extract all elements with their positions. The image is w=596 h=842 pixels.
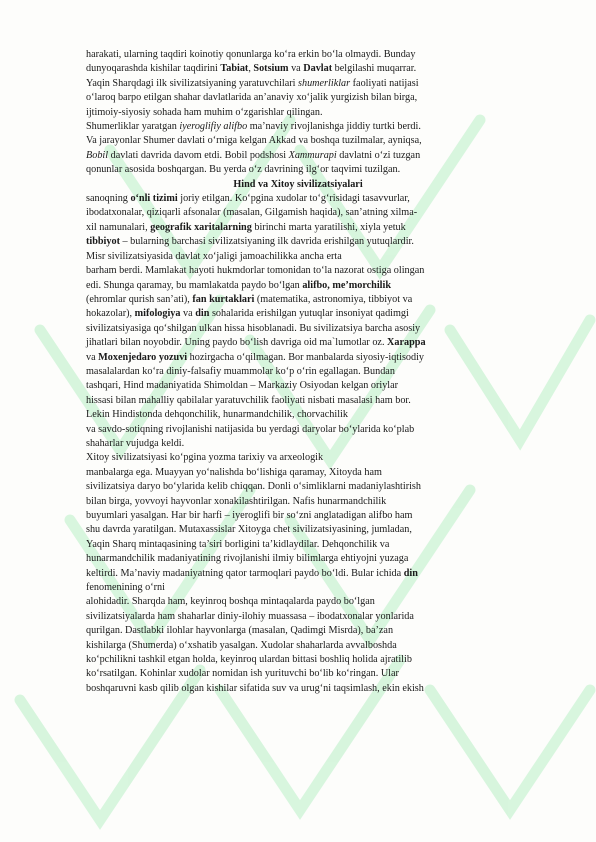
text-line: ibodatxonalar, qiziqarli afsonalar (masalan, Gilgamish haqida), san’atning xilma- xyxy=(86,207,418,219)
text-line: dunyoqarashda kishilar taqdirini Tabiat, Sotsium va Davlat belgilashi muqarrar. xyxy=(86,63,417,75)
text-line: qonunlar asosida boshqargan. Bu yerda o‘z davrining ilg‘or taqvimi tuzilgan. xyxy=(86,164,401,176)
text-line: xil namunalari, geografik xaritalarning birinchi marta yaratilishi, xiyla yetuk xyxy=(86,221,406,233)
text-line: alohidadir. Sharqda ham, keyinroq boshqa mintaqalarda paydo bo‘lgan xyxy=(86,596,375,608)
text-line: sivilizatsiya daryo bo‘ylarida kelib chiqqan. Donli o‘simliklarni madaniylashtirish xyxy=(86,481,421,493)
text-line: ko‘pchilikni tashkil etgan holda, keyinroq ulardan bittasi boshliq holida ajratilib xyxy=(86,654,412,666)
text-line: manbalarga ega. Muayyan yo‘nalishda bo‘lishiga qaramay, Xitoyda ham xyxy=(86,466,382,478)
text-line: keltirdi. Ma’naviy madaniyatning qator tarmoqlari paydo bo‘ldi. Bular ichida din xyxy=(86,567,418,579)
text-line: Xitoy sivilizatsiyasi ko‘pgina yozma tarixiy va arxeologik xyxy=(86,452,324,464)
watermark-mark xyxy=(430,690,590,810)
text-line: hissasi bilan mahalliy qabilalar yaratuvchilik faoliyati nisbati masalasi ham bor. xyxy=(86,394,411,406)
text-line: tashqari, Hind madaniyatida Shimoldan – Markaziy Osiyodan kelgan oriylar xyxy=(86,380,399,392)
text-line: kishilarga (Shumerda) o‘xshatib yasalgan. Xudolar shaharlarda avvalboshda xyxy=(86,639,397,651)
text-line: harakati, ularning taqdiri koinotiy qonunlarga ko‘ra erkin bo‘la olmaydi. Bunday xyxy=(86,49,416,60)
text-line: Yaqin Sharq mintaqasining ta’siri borligini ta’kidlaydilar. Dehqonchilik va xyxy=(86,538,390,550)
text-line: buyumlari yasalgan. Har bir harfi – iyeroglifi bir so‘zni anglatadigan alifbo ham xyxy=(86,510,413,521)
text-line: shu davrda yaratilgan. Mutaxassislar Xitoyga chet sivilizatsiyasining, jumladan, xyxy=(86,524,412,536)
text-line: edi. Shunga qaramay, bu mamlakatda paydo bo‘lgan alifbo, me’morchilik xyxy=(86,279,392,291)
text-line: ijtimoiy-siyosiy sohada ham muhim o‘zgarishlar qilingan. xyxy=(86,106,323,118)
text-line: tibbiyot – bularning barchasi sivilizatsiyaning ilk davrida erishilgan yutuqlardir. xyxy=(86,236,414,248)
text-line: Yaqin Sharqdagi ilk sivilizatsiyaning yaratuvchilari shumerliklar faoliyati natijasi xyxy=(86,77,419,89)
document-page xyxy=(86,48,510,696)
text-line: hokazolar), mifologiya va din sohalarida erishilgan yutuqlar insoniyat qadimgi xyxy=(86,308,409,320)
text-line: sanoqning o‘nli tizimi joriy etilgan. Ko‘pgina xudolar to‘g‘risidagi tasavvurlar, xyxy=(86,193,410,205)
text-line: ko‘rsatilgan. Kohinlar xudolar nomidan ish yurituvchi bo‘lib ko‘ringan. Ular xyxy=(86,668,399,680)
text-line: shaharlar vujudga keldi. xyxy=(86,437,185,449)
text-line: o‘laroq barpo etilgan shahar davlatlarida an’anaviy xo‘jalik yurgizish bilan birga, xyxy=(86,92,418,104)
text-line: (ehromlar qurish san’ati), fan kurtaklari (matematika, astronomiya, tibbiyot va xyxy=(86,293,413,305)
text-line: bilan birga, yovvoyi hayvonlar xonakilashtirilgan. Nafis hunarmandchilik xyxy=(86,495,387,507)
text-line: hunarmandchilik madaniyatining rivojlanishi ilmiy bilimlarga ehtiyojni yuzaga xyxy=(86,553,409,565)
text-line: va Moxenjedaro yozuvi hozirgacha o‘qilmagan. Bor manbalarda siyosiy-iqtisodiy xyxy=(86,351,425,363)
text-line: va savdo-sotiqning rivojlanishi natijasida bu yerdagi daryolar bo‘ylarida ko‘plab xyxy=(86,423,415,435)
text-line: Misr sivilizatsiyasida davlat xo‘jaligi jamoachilikka ancha erta xyxy=(86,250,342,262)
text-line: barham berdi. Mamlakat hayoti hukmdorlar tomonidan to‘la nazorat ostiga olingan xyxy=(86,265,425,277)
text-line: boshqaruvni kasb qilib olgan kishilar sifatida suv va urug‘ni taqsimlash, ekin ekish xyxy=(86,682,424,694)
text-line: Va jarayonlar Shumer davlati o‘rniga kelgan Akkad va boshqa tuzilmalar, ayniqsa, xyxy=(86,135,422,147)
text-line: Bobil davlati davrida davom etdi. Bobil podshosi Xammurapi davlatni o‘zi tuzgan xyxy=(86,149,421,161)
text-line: jihatlari bilan noyobdir. Uning paydo bo‘lish davriga oid ma`lumotlar oz. Xarappa xyxy=(86,337,426,349)
text-line: sivilizatsiyalarda ham shaharlar diniy-ilohiy muassasa – ibodatxonalar yonlarida xyxy=(86,610,414,622)
section-heading: Hind va Xitoy sivilizatsiyalari xyxy=(233,178,363,190)
text-line: sivilizatsiyasiga qo‘shilgan ulkan hissa hisoblanadi. Bu sivilizatsiya barcha asosiy xyxy=(86,322,421,334)
text-line: masalalardan ko‘ra diniy-falsafiy muammolar ko‘p o‘rin egallagan. Bundan xyxy=(86,365,395,377)
text-line: qurilgan. Dastlabki ilohlar hayvonlarga (masalan, Qadimgi Misrda), ba’zan xyxy=(86,625,394,637)
text-line: Shumerliklar yaratgan iyeroglifiy alifbo ma’naviy rivojlanishga jiddiy turtki berdi. xyxy=(86,121,421,133)
text-line: Lekin Hindistonda dehqonchilik, hunarmandchilik, chorvachilik xyxy=(86,409,348,421)
text-line: fenomenining o‘rni xyxy=(86,582,165,594)
